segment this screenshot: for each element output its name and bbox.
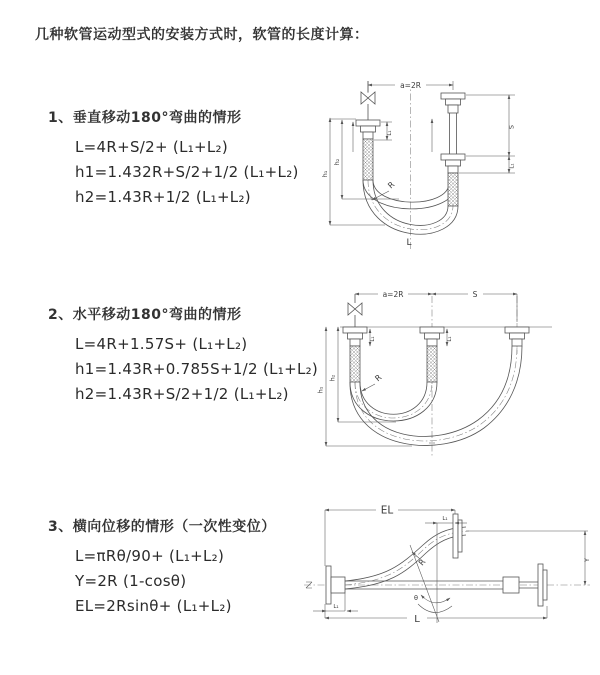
dim-h1-label: h₁ (316, 386, 325, 394)
braided-hose-section (350, 346, 360, 382)
radius-label: R (386, 179, 397, 191)
section-2 (48, 305, 318, 407)
section-1-heading: 1、垂直移动180°弯曲的情形 (48, 110, 242, 126)
left-leg-fitting (343, 294, 367, 382)
dimension-s (432, 290, 517, 323)
middle-leg-fitting (420, 327, 444, 382)
dimension-h2 (329, 327, 397, 422)
dim-l1-label: L₁ (387, 130, 393, 136)
formula-1-h2: h2=1.43R+1/2 (L₁+L₂) (75, 188, 251, 206)
dim-h1-label: h₁ (321, 170, 329, 178)
dim-a2r-label: a=2R (400, 81, 421, 90)
dim-l1-label: L₁ (442, 516, 448, 522)
diagram-horizontal-travel (312, 282, 564, 472)
radius-leader (412, 552, 428, 567)
hose-displaced-position (345, 514, 469, 589)
theta-label: θ (414, 594, 418, 602)
braided-hose-section (427, 346, 437, 382)
dimension-y (466, 531, 591, 585)
section-2-heading: 2、水平移动180°弯曲的情形 (48, 307, 242, 323)
dimension-h1 (317, 327, 413, 446)
formula-3-Y: Y=2R (1-cosθ) (75, 572, 187, 590)
formula-1-L: L=4R+S/2+ (L₁+L₂) (75, 138, 229, 156)
section-3 (48, 517, 276, 619)
dim-h2-label: h₂ (333, 158, 341, 166)
dim-el-label: EL (380, 504, 394, 517)
dim-s-label: S (507, 124, 516, 130)
dim-a2r-label: a=2R (382, 290, 404, 299)
dimension-l1-middle (447, 329, 453, 346)
dim-s-label: S (472, 290, 478, 299)
length-label: L (406, 238, 412, 248)
formula-2-h1: h1=1.43R+0.785S+1/2 (L₁+L₂) (75, 360, 319, 378)
dimension-s (459, 95, 516, 173)
braided-hose-section (448, 173, 458, 206)
page-title: 几种软管运动型式的安装方式时，软管的长度计算： (35, 27, 369, 43)
dimension-a2r (355, 290, 432, 300)
dimension-l1-bottom (313, 593, 358, 611)
formula-1-h1: h1=1.432R+S/2+1/2 (L₁+L₂) (75, 163, 299, 181)
dim-l-label: L (414, 614, 420, 625)
dimension-l1-right (509, 156, 516, 173)
braided-hose-section (363, 139, 373, 180)
dim-l1-label: L₁ (370, 336, 376, 342)
left-flange (326, 566, 345, 604)
right-leg-fitting (505, 327, 529, 346)
formula-3-L: L=πRθ/90+ (L₁+L₂) (75, 547, 225, 565)
dim-l1-label: L₁ (447, 336, 453, 342)
radius-label: R (373, 372, 384, 384)
formula-2-L: L=4R+1.57S+ (L₁+L₂) (75, 335, 248, 353)
upper-flange (453, 514, 462, 558)
section-1-formulas (75, 135, 299, 210)
dimension-l1-left (370, 329, 376, 346)
section-2-formulas (75, 332, 318, 407)
right-flange (538, 564, 547, 606)
dim-h2-label: h₂ (328, 374, 337, 382)
section-1 (48, 108, 299, 210)
formula-2-h2: h2=1.43R+S/2+1/2 (L₁+L₂) (75, 385, 289, 403)
diagram-vertical-travel (313, 68, 533, 260)
radius-label: R (416, 557, 428, 568)
section-3-formulas (75, 544, 276, 619)
valve-icon (361, 92, 375, 104)
formula-3-EL: EL=2Rsinθ+ (L₁+L₂) (75, 597, 232, 615)
dim-y-label: Y (583, 558, 591, 562)
left-leg-fitting (356, 81, 380, 180)
valve-icon (348, 303, 362, 315)
dim-l1-label: L₁ (333, 604, 339, 610)
section-3-heading: 3、横向位移的情形（一次性变位） (48, 519, 276, 535)
radius-leader (362, 373, 384, 391)
right-leg-fitting (441, 93, 465, 206)
diagram-lateral-displacement (298, 498, 598, 656)
dim-l1-label: L₁ (509, 163, 516, 169)
